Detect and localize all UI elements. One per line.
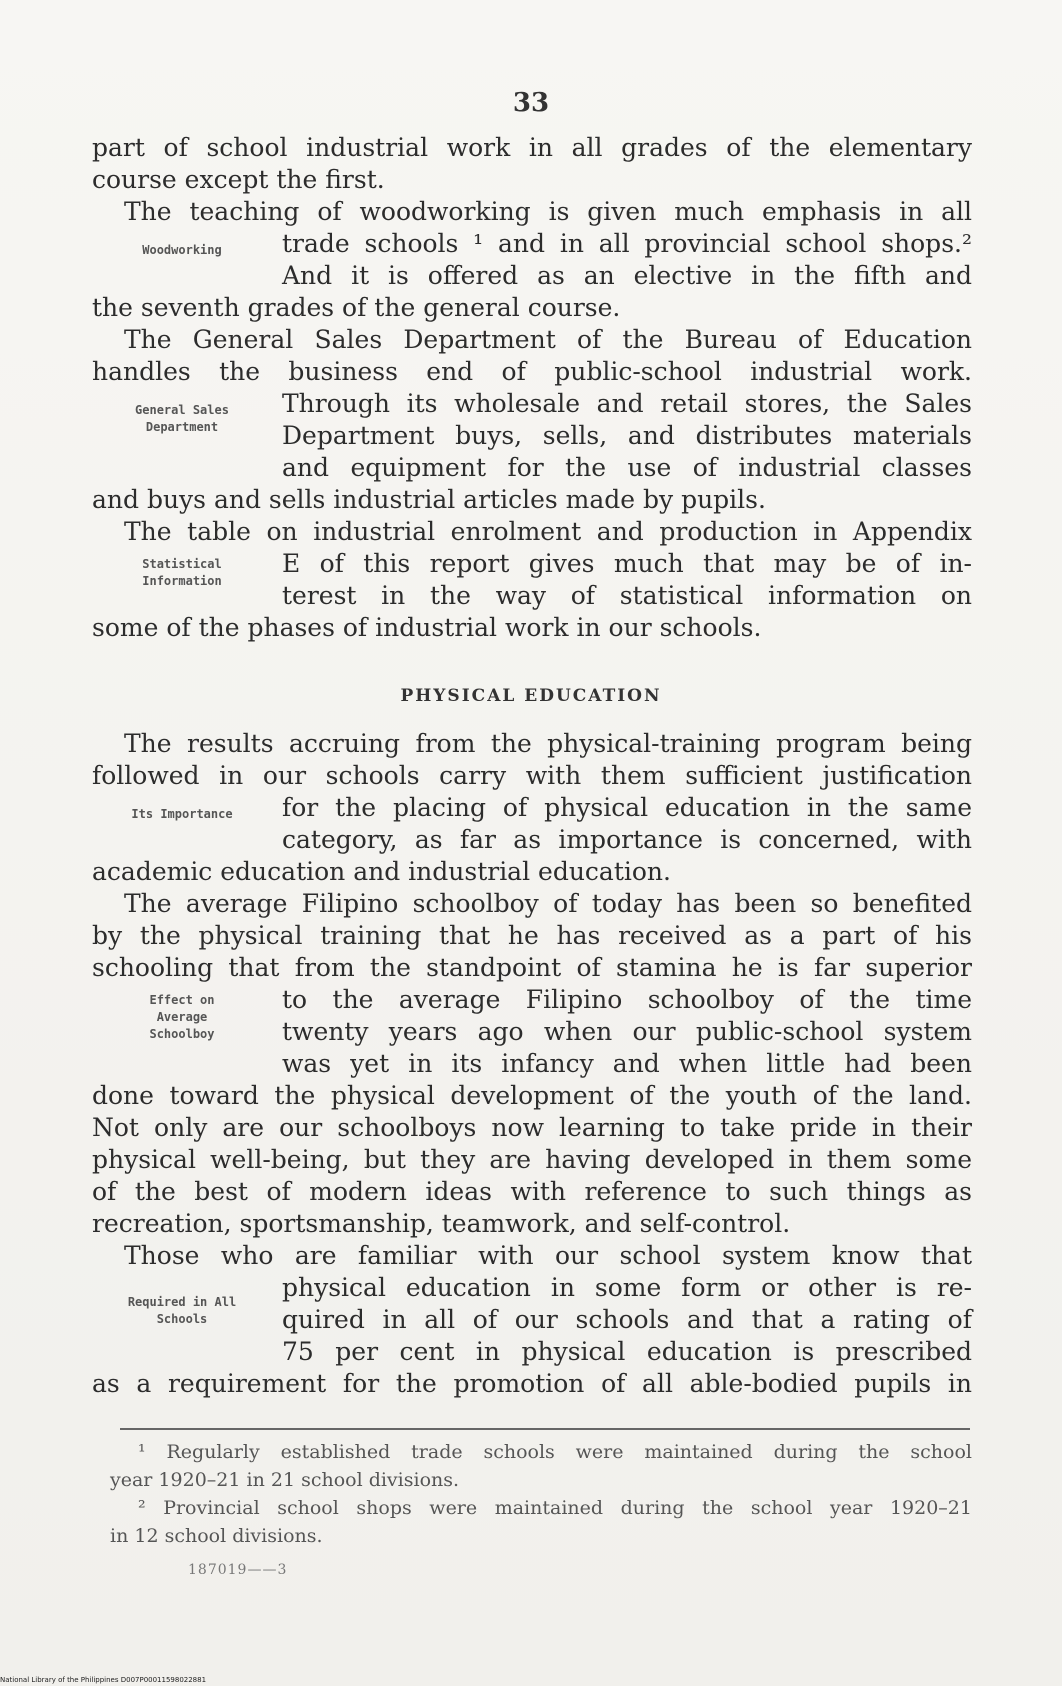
text-line: Department buys, sells, and distributes materials xyxy=(282,421,972,450)
margin-note-sales: General Sales Department xyxy=(135,403,229,434)
paragraph-effect xyxy=(92,888,972,1240)
text-line: course except the first. xyxy=(92,165,385,194)
text-line: followed in our schools carry with them sufficient justification xyxy=(92,761,972,790)
paragraph-statistical xyxy=(92,516,972,644)
footnote-1-cont: year 1920–21 in 21 school divisions. xyxy=(110,1469,460,1491)
footnote-2: ² Provincial school shops were maintained during the school year 1920–21 xyxy=(138,1497,972,1519)
text-line: category, as far as importance is concerned, with xyxy=(282,825,972,854)
text-line: E of this report gives much that may be of in- xyxy=(282,549,972,578)
text-line: twenty years ago when our public-school system xyxy=(282,1017,972,1046)
text-line: and buys and sells industrial articles made by pupils. xyxy=(92,485,766,514)
text-line: by the physical training that he has received as a part of his xyxy=(92,921,972,950)
text-line: of the best of modern ideas with reference to such things as xyxy=(92,1177,972,1206)
text-line: physical well-being, but they are having developed in them some xyxy=(92,1145,972,1174)
text-line: handles the business end of public-school industrial work. xyxy=(92,357,972,386)
text-line: The results accruing from the physical-training program being xyxy=(124,729,972,758)
margin-note-importance: Its Importance xyxy=(131,807,233,821)
margin-note-statistical: Statistical Information xyxy=(142,557,222,588)
footnote-divider xyxy=(120,1428,970,1430)
paragraph-importance xyxy=(92,728,972,888)
paragraph-intro xyxy=(92,132,972,196)
footnote-1: ¹ Regularly established trade schools were maintained during the school xyxy=(138,1441,972,1463)
text-line: schooling that from the standpoint of stamina he is far superior xyxy=(92,953,972,982)
text-line: Not only are our schoolboys now learning to take pride in their xyxy=(92,1113,972,1142)
paragraph-woodworking xyxy=(92,196,972,324)
library-imprint: National Library of the Philippines D007P00011598022881 xyxy=(0,1676,207,1684)
printer-signature-mark: 187019——3 xyxy=(188,1562,288,1578)
text-line: some of the phases of industrial work in our schools. xyxy=(92,613,762,642)
text-line: to the average Filipino schoolboy of the time xyxy=(282,985,972,1014)
text-line: The table on industrial enrolment and production in Appendix xyxy=(124,517,972,546)
text-line: for the placing of physical education in the same xyxy=(282,793,972,822)
text-line: the seventh grades of the general course. xyxy=(92,293,621,322)
text-line: part of school industrial work in all grades of the elementary xyxy=(92,133,972,162)
text-line: quired in all of our schools and that a rating of xyxy=(282,1305,972,1334)
text-line: physical education in some form or other is re- xyxy=(282,1273,972,1302)
margin-note-effect: Effect on Average Schoolboy xyxy=(149,993,215,1041)
text-line: as a requirement for the promotion of all able-bodied pupils in xyxy=(92,1369,972,1398)
text-line: academic education and industrial education. xyxy=(92,857,671,886)
footnote-2-cont: in 12 school divisions. xyxy=(110,1525,323,1547)
industrial-section xyxy=(92,132,972,644)
physical-education-section xyxy=(92,728,972,1400)
text-line: done toward the physical development of the youth of the land. xyxy=(92,1081,972,1110)
text-line: terest in the way of statistical information on xyxy=(282,581,972,610)
text-line: The General Sales Department of the Bureau of Education xyxy=(124,325,972,354)
text-line: The average Filipino schoolboy of today has been so benefited xyxy=(124,889,972,918)
footnotes xyxy=(110,1438,972,1550)
margin-note-required: Required in All Schools xyxy=(127,1295,237,1326)
paragraph-sales xyxy=(92,324,972,516)
section-heading: PHYSICAL EDUCATION xyxy=(400,686,662,706)
page-number: 33 xyxy=(512,88,550,118)
text-line: And it is offered as an elective in the fifth and xyxy=(282,261,972,290)
margin-note-woodworking: Woodworking xyxy=(142,243,222,257)
text-line: was yet in its infancy and when little had been xyxy=(282,1049,972,1078)
text-line: and equipment for the use of industrial classes xyxy=(282,453,972,482)
text-line: The teaching of woodworking is given much emphasis in all xyxy=(124,197,972,226)
text-line: 75 per cent in physical education is prescribed xyxy=(282,1337,972,1366)
text-line: trade schools ¹ and in all provincial school shops.² xyxy=(282,229,972,258)
text-line: recreation, sportsmanship, teamwork, and self-control. xyxy=(92,1209,791,1238)
paragraph-required xyxy=(92,1240,972,1400)
text-line: Those who are familiar with our school system know that xyxy=(124,1241,972,1270)
text-line: Through its wholesale and retail stores, the Sales xyxy=(282,389,972,418)
